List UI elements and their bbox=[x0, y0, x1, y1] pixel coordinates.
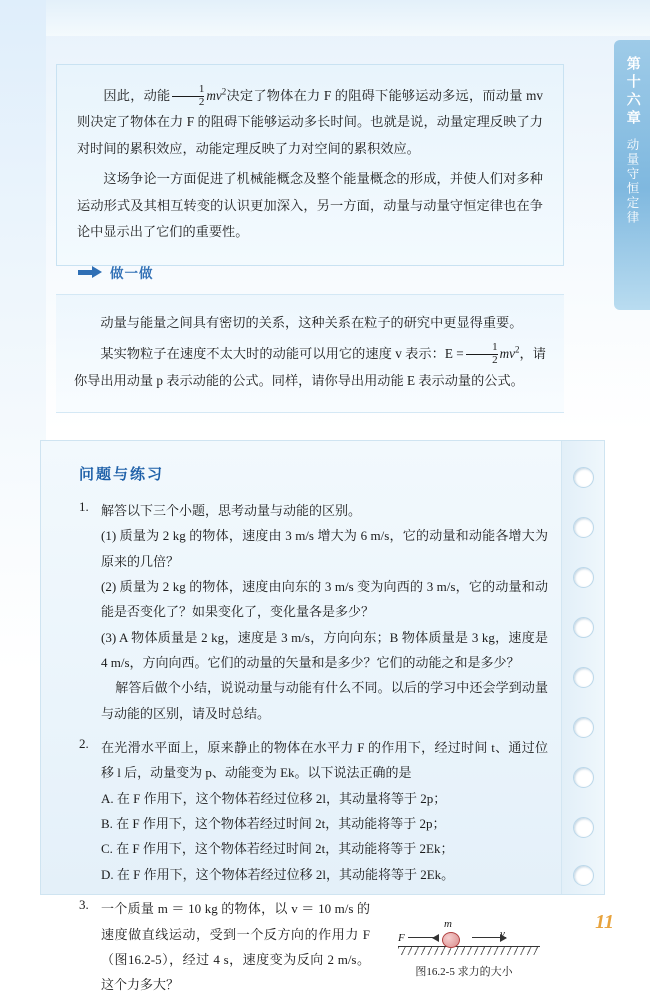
page-top-decoration bbox=[0, 0, 650, 36]
exercise-body-2 bbox=[101, 735, 548, 887]
figure-label-m: m bbox=[444, 918, 452, 931]
exercise-1-sub-1: (1) 质量为 2 kg 的物体，速度由 3 m/s 增大为 6 m/s，它的动量和动能各增大为原来的几倍？ bbox=[101, 528, 548, 569]
binder-hole bbox=[573, 467, 594, 488]
do-it-body bbox=[56, 294, 564, 413]
exercise-item-2 bbox=[79, 735, 548, 887]
intro-paragraph-1-part-c: 决定了物体在力 F 的阻碍下能够运动多远，而动量 mv 则决定了物体在力 F 的阻碍下能够运动多长时间。也就是说，动量定理反映了力对时间的累积效应，动能定理反映了力对空间的累积效应。 bbox=[77, 88, 544, 156]
do-it-paragraph-2-part-a: 某实物粒子在速度不太大时的动能可以用它的速度 v 表示：E = bbox=[100, 346, 464, 362]
force-arrow-icon bbox=[408, 937, 438, 938]
exponent-2: 2 bbox=[221, 86, 227, 97]
fraction-denominator: 2 bbox=[172, 96, 204, 109]
symbol-mv-2: mv bbox=[499, 346, 516, 362]
exercise-2-option-a: A. 在 F 作用下，这个物体若经过位移 2l，其动量将等于 2p； bbox=[101, 790, 447, 806]
exercise-2-option-b: B. 在 F 作用下，这个物体若经过时间 2t，其动能将等于 2p； bbox=[101, 816, 446, 832]
figure-16-2-5 bbox=[380, 896, 548, 983]
figure-label-v: v bbox=[500, 928, 505, 941]
intro-paragraph-2: 这场争论一方面促进了机械能概念及整个能量概念的形成，并使人们对多种运动形式及其相互转变的认识更加深入，另一方面，动量与动量守恒定律也在争论中显示出了它们的重要性。 bbox=[77, 171, 543, 240]
exercise-1-sublist bbox=[101, 523, 548, 675]
do-it-paragraph-2-part-c: ，请你导出用动量 p 表示动能的公式。同样，请你导出用动能 E 表示动量的公式。 bbox=[74, 346, 546, 389]
chapter-tab-number: 第十六章 bbox=[624, 56, 640, 128]
exponent-2b: 2 bbox=[515, 344, 520, 355]
intro-text-panel bbox=[56, 64, 564, 266]
exercises-title: 问题与练习 bbox=[79, 467, 165, 483]
do-it-header bbox=[56, 262, 564, 282]
exercise-body-1 bbox=[101, 498, 548, 726]
binder-hole bbox=[573, 667, 594, 688]
binder-hole bbox=[573, 717, 594, 738]
do-it-paragraph-1: 动量与能量之间具有密切的关系，这种关系在粒子的研究中更显得重要。 bbox=[100, 315, 523, 330]
exercise-number-3: 3. bbox=[79, 897, 89, 913]
do-it-title: 做一做 bbox=[110, 266, 154, 281]
intro-paragraph-1 bbox=[77, 83, 543, 162]
exercises-content bbox=[41, 441, 562, 993]
fraction-numerator: 1 bbox=[198, 83, 205, 96]
binder-hole bbox=[573, 617, 594, 638]
figure-caption: 图16.2-5 求力的大小 bbox=[415, 966, 513, 979]
chapter-tab-title: 动量守恒定律 bbox=[625, 138, 639, 225]
exercise-1-sub-2: (2) 质量为 2 kg 的物体，速度由向东的 3 m/s 变为向西的 3 m/s，它的动量和动能是否变化了？如果变化了，变化量各是多少？ bbox=[101, 579, 548, 620]
binder-hole bbox=[573, 567, 594, 588]
exercise-item-3 bbox=[79, 896, 548, 997]
exercise-2-lead: 在光滑水平面上，原来静止的物体在水平力 F 的作用下，经过时间 t、通过位移 l 后，动量变为 p、动能变为 Ek。以下说法正确的是 bbox=[101, 740, 548, 781]
do-it-section bbox=[56, 262, 564, 413]
do-it-paragraph-2 bbox=[74, 340, 546, 394]
exercise-2-option-d: D. 在 F 作用下，这个物体若经过位移 2l，其动能将等于 2Ek。 bbox=[101, 866, 455, 882]
page-number: 11 bbox=[595, 911, 614, 933]
fraction-one-half-2 bbox=[466, 342, 498, 366]
binder-hole bbox=[573, 767, 594, 788]
intro-paragraph-1-part-a: 因此，动能 bbox=[103, 88, 171, 103]
symbol-mv: mv bbox=[206, 88, 222, 103]
binder-hole bbox=[573, 865, 594, 886]
exercise-1-lead: 解答以下三个小题，思考动量与动能的区别。 bbox=[101, 503, 362, 518]
fraction-denominator-2: 2 bbox=[466, 354, 498, 367]
ground-hatching bbox=[398, 947, 540, 955]
fraction-numerator-2: 1 bbox=[492, 341, 498, 354]
exercise-body-3 bbox=[101, 896, 548, 997]
chapter-tab bbox=[614, 40, 650, 310]
arrow-right-icon bbox=[78, 266, 102, 278]
velocity-arrow-icon bbox=[472, 937, 506, 938]
fraction-one-half bbox=[172, 84, 204, 108]
figure-drawing bbox=[380, 912, 548, 958]
exercise-1-sub-3: (3) A 物体质量是 2 kg，速度是 3 m/s，方向向东；B 物体质量是 3 kg，速度是 4 m/s，方向向西。它们的动量的矢量和是多少？它们的动能之和是多少？ bbox=[101, 629, 548, 671]
figure-label-F: F bbox=[398, 932, 405, 945]
exercise-item-1 bbox=[79, 498, 548, 726]
exercise-number-2: 2. bbox=[79, 736, 89, 752]
binder-hole bbox=[573, 817, 594, 838]
exercise-number-1: 1. bbox=[79, 499, 89, 514]
exercise-1-tail: 解答后做个小结，说说动量与动能有什么不同。以后的学习中还会学到动量与动能的区别，请及时总结。 bbox=[101, 680, 548, 721]
binder-hole-column bbox=[561, 441, 604, 894]
exercise-3-lead: 一个质量 m ＝ 10 kg 的物体，以 v ＝ 10 m/s 的速度做直线运动，受到一个反方向的作用力 F（图16.2-5），经过 4 s，速度变为反向 2 m/s。这个力多大？ bbox=[101, 901, 370, 993]
exercise-2-option-c: C. 在 F 作用下，这个物体若经过时间 2t，其动能将等于 2Ek； bbox=[101, 841, 454, 857]
binder-hole bbox=[573, 517, 594, 538]
